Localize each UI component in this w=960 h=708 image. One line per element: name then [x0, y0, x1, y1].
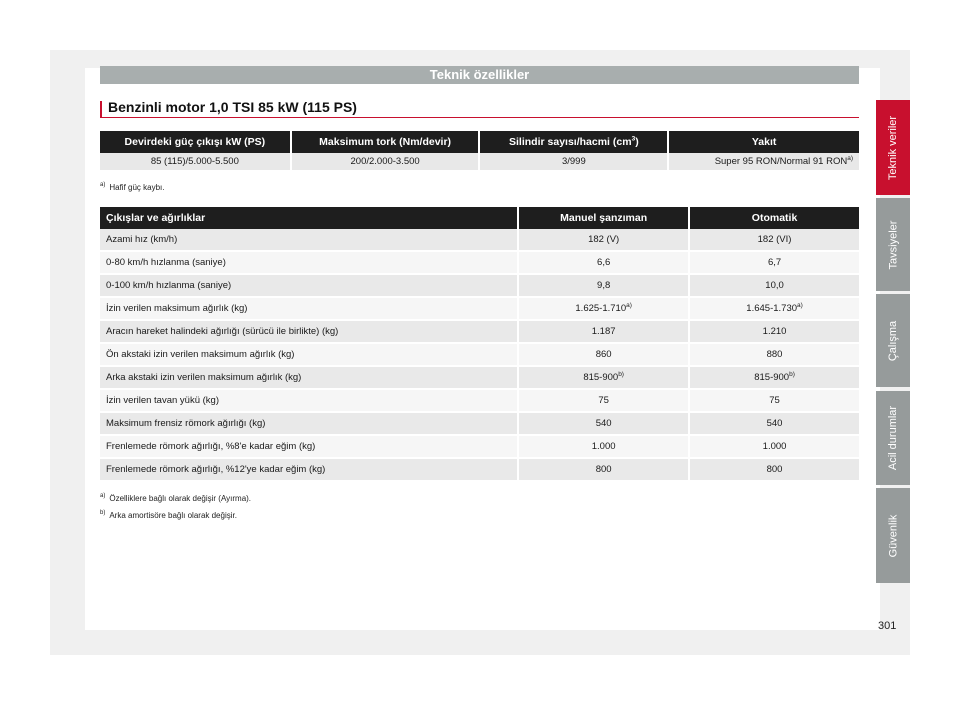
table-row: [100, 321, 859, 344]
table-row: [100, 390, 859, 413]
spec-value-power: 85 (115)/5.000-5.500: [100, 153, 290, 172]
automatic-value: 540: [690, 413, 859, 436]
automatic-value: 6,7: [690, 252, 859, 275]
performance-weights-table: [98, 207, 861, 482]
engine-spec-table: [98, 131, 861, 172]
automatic-value: 800: [690, 459, 859, 482]
manual-value: 540: [519, 413, 688, 436]
row-label: Frenlemede römork ağırlığı, %8'e kadar eğim (kg): [100, 436, 517, 459]
side-tab-calisma[interactable]: Çalışma: [876, 294, 910, 387]
manual-value: 1.625-1.710$^{a)}$: [519, 298, 688, 321]
automatic-value: 75: [690, 390, 859, 413]
spec-header-cylinders: Silindir sayısı/hacmi $(cm^3)$: [480, 131, 667, 153]
table-row: [100, 413, 859, 436]
row-label: Aracın hareket halindeki ağırlığı (sürücü ile birlikte) (kg): [100, 321, 517, 344]
title-rule: [100, 117, 859, 118]
manual-value: 75: [519, 390, 688, 413]
table-row: [100, 344, 859, 367]
table-row: [100, 298, 859, 321]
engine-title: Benzinli motor 1,0 TSI 85 kW (115 PS): [108, 99, 357, 115]
table-row: [100, 459, 859, 482]
spec-value-torque: 200/2.000-3.500: [292, 153, 479, 172]
section-title: Teknik özellikler: [429, 67, 530, 82]
row-label: İzin verilen tavan yükü (kg): [100, 390, 517, 413]
automatic-value: 1.645-1.730$^{a)}$: [690, 298, 859, 321]
row-label: 0-100 km/h hızlanma (saniye): [100, 275, 517, 298]
perf-header-item: Çıkışlar ve ağırlıklar: [100, 207, 517, 229]
spec-header-power: Devirdeki güç çıkışı kW (PS): [100, 131, 290, 153]
automatic-value: 182 (VI): [690, 229, 859, 252]
row-label: Arka akstaki izin verilen maksimum ağırlık (kg): [100, 367, 517, 390]
spec-footnote: $^{a)}$ Hafif güç kaybı.: [100, 182, 165, 192]
perf-footnote-a: $^{a)}$ Özelliklere bağlı olarak değişir (Ayırma).: [100, 493, 252, 503]
table-row: [100, 275, 859, 298]
side-tab-tavsiyeler[interactable]: Tavsiyeler: [876, 198, 910, 291]
manual-value: 1.187: [519, 321, 688, 344]
row-label: Maksimum frensiz römork ağırlığı (kg): [100, 413, 517, 436]
manual-value: 1.000: [519, 436, 688, 459]
manual-value: 800: [519, 459, 688, 482]
table-row: [100, 436, 859, 459]
automatic-value: 1.000: [690, 436, 859, 459]
perf-header-manual: Manuel şanzıman: [519, 207, 688, 229]
table-row: [100, 229, 859, 252]
side-tab-guvenlik[interactable]: Güvenlik: [876, 488, 910, 583]
row-label: İzin verilen maksimum ağırlık (kg): [100, 298, 517, 321]
automatic-value: 880: [690, 344, 859, 367]
automatic-value: 10,0: [690, 275, 859, 298]
row-label: Frenlemede römork ağırlığı, %12'ye kadar eğim (kg): [100, 459, 517, 482]
perf-header-automatic: Otomatik: [690, 207, 859, 229]
spec-value-cylinders: 3/999: [480, 153, 667, 172]
spec-header-row: [100, 131, 859, 153]
side-tab-teknik-veriler[interactable]: Teknik veriler: [876, 100, 910, 195]
automatic-value: 1.210: [690, 321, 859, 344]
manual-value: 860: [519, 344, 688, 367]
manual-value: 815-900$^{b)}$: [519, 367, 688, 390]
section-title-bar: [100, 66, 859, 84]
perf-header-row: [100, 207, 859, 229]
page-number: 301: [878, 620, 897, 632]
spec-header-fuel: Yakıt: [669, 131, 859, 153]
table-row: [100, 367, 859, 390]
table-row: [100, 252, 859, 275]
side-tab-acil-durumlar[interactable]: Acil durumlar: [876, 391, 910, 485]
row-label: Azami hız (km/h): [100, 229, 517, 252]
row-label: Ön akstaki izin verilen maksimum ağırlık (kg): [100, 344, 517, 367]
manual-value: 9,8: [519, 275, 688, 298]
manual-value: 182 (V): [519, 229, 688, 252]
manual-value: 6,6: [519, 252, 688, 275]
spec-value-row: [100, 153, 859, 172]
spec-header-torque: Maksimum tork (Nm/devir): [292, 131, 479, 153]
perf-footnote-b: $^{b)}$ Arka amortisöre bağlı olarak değişir.: [100, 510, 237, 520]
title-accent-mark: [100, 101, 102, 117]
automatic-value: 815-900$^{b)}$: [690, 367, 859, 390]
row-label: 0-80 km/h hızlanma (saniye): [100, 252, 517, 275]
spec-value-fuel: Super 95 RON/Normal 91 RON$^{a)}$: [669, 153, 859, 172]
